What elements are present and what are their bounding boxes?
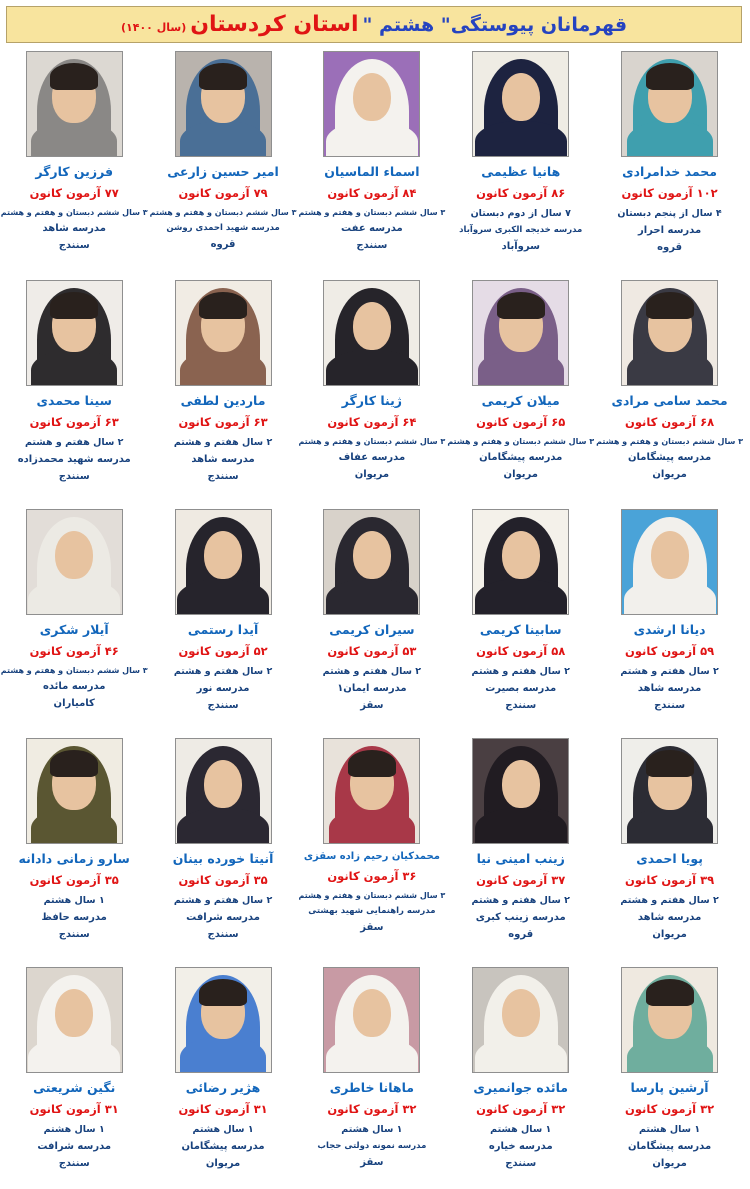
student-name: میلان کریمی <box>482 393 561 408</box>
torso-shape <box>476 1037 568 1073</box>
torso-shape <box>476 808 568 844</box>
years-info: ۷ سال از دوم دبستان <box>471 208 572 219</box>
school-name: مدرسه احرار <box>639 225 703 236</box>
student-card <box>448 280 595 502</box>
face-shape <box>652 531 690 579</box>
hair-shape <box>647 750 695 777</box>
years-info: ۱ سال هشتم <box>44 1124 106 1135</box>
torso-shape <box>476 121 568 157</box>
face-shape <box>503 73 541 121</box>
hair-shape <box>200 63 248 90</box>
years-info: ۲ سال هفتم و هشتم <box>472 666 571 677</box>
student-name: فرزین کارگر <box>36 164 115 179</box>
student-card <box>2 509 149 731</box>
student-card <box>299 967 446 1189</box>
torso-shape <box>181 1037 267 1073</box>
student-card <box>151 51 298 273</box>
torso-shape <box>32 350 118 386</box>
torso-shape <box>29 579 121 615</box>
torso-shape <box>625 579 717 615</box>
city-name: سنندج <box>59 471 91 482</box>
student-name: ماردین لطفی <box>181 393 267 408</box>
page-title: قهرمانان پیوستگی" هشتم " <box>363 13 629 36</box>
student-name: اسماء الماسیان <box>325 164 421 179</box>
city-name: کامیاران <box>54 698 96 709</box>
exam-count: ۵۲ آزمون کانون <box>179 644 269 658</box>
face-shape <box>205 531 243 579</box>
years-info: ۳ سال ششم دبستان و هفتم و هشتم <box>299 437 447 446</box>
student-name: آرشین پارسا <box>631 1080 710 1095</box>
city-name: سنندج <box>506 700 538 711</box>
hair-shape <box>200 292 248 319</box>
school-name: مدرسه ایمان۱ <box>338 683 408 694</box>
hair-shape <box>200 979 248 1006</box>
torso-shape <box>181 350 267 386</box>
school-name: مدرسه شهید محمدزاده <box>18 454 132 465</box>
school-name: مدرسه نور <box>197 683 251 694</box>
exam-count: ۳۱ آزمون کانون <box>30 1102 120 1116</box>
exam-count: ۳۷ آزمون کانون <box>477 873 567 887</box>
city-name: سنندج <box>59 1158 91 1169</box>
city-name: قروه <box>658 242 684 253</box>
student-name: محمد سامی مرادی <box>612 393 729 408</box>
years-info: ۳ سال ششم دبستان و هفتم و هشتم <box>448 437 596 446</box>
school-name: مدرسه حافظ <box>42 912 108 923</box>
student-name: مائده جوانمیری <box>474 1080 570 1095</box>
student-photo <box>473 967 570 1073</box>
school-name: مدرسه پیشگامان <box>480 452 564 463</box>
school-name: مدرسه شاهد <box>638 912 703 923</box>
student-photo <box>473 738 570 844</box>
exam-count: ۴۶ آزمون کانون <box>30 644 120 658</box>
school-name: مدرسه نمونه دولتی حجاب <box>318 1141 428 1151</box>
students-grid <box>0 51 750 1189</box>
torso-shape <box>476 579 568 615</box>
years-info: ۳ سال ششم دبستان و هفتم و هشتم <box>1 208 149 217</box>
hair-shape <box>51 750 99 777</box>
exam-count: ۳۹ آزمون کانون <box>626 873 716 887</box>
exam-count: ۶۸ آزمون کانون <box>626 415 716 429</box>
student-name: زینب امینی نیا <box>477 851 566 866</box>
torso-shape <box>479 350 565 386</box>
years-info: ۳ سال ششم دبستان و هفتم و هشتم <box>1 666 149 675</box>
student-card <box>448 509 595 731</box>
student-name: سارو زمانی دادانه <box>19 851 131 866</box>
exam-count: ۳۵ آزمون کانون <box>30 873 120 887</box>
hair-shape <box>498 292 546 319</box>
student-photo <box>27 280 124 386</box>
student-card <box>299 509 446 731</box>
city-name: سروآباد <box>502 241 541 252</box>
years-info: ۳ سال ششم دبستان و هفتم و هشتم <box>597 437 744 446</box>
student-card <box>448 967 595 1189</box>
years-info: ۳ سال ششم دبستان و هفتم و هشتم <box>299 208 447 217</box>
student-name: پویا احمدی <box>637 851 704 866</box>
face-shape <box>354 302 392 350</box>
exam-count: ۵۸ آزمون کانون <box>477 644 567 658</box>
face-shape <box>354 531 392 579</box>
exam-count: ۶۵ آزمون کانون <box>477 415 567 429</box>
exam-count: ۶۳ آزمون کانون <box>179 415 269 429</box>
student-photo <box>27 738 124 844</box>
hair-shape <box>51 292 99 319</box>
city-name: سنندج <box>357 240 389 251</box>
school-name: مدرسه بصیرت <box>486 683 558 694</box>
years-info: ۲ سال هفتم و هشتم <box>621 895 720 906</box>
city-name: سنندج <box>208 700 240 711</box>
student-photo <box>473 509 570 615</box>
torso-shape <box>32 121 118 157</box>
torso-shape <box>327 579 419 615</box>
student-name: آنیتا خورده بینان <box>173 851 275 866</box>
student-name: دیانا ارشدی <box>634 622 707 637</box>
torso-shape <box>628 808 714 844</box>
student-photo <box>27 967 124 1073</box>
exam-count: ۶۳ آزمون کانون <box>30 415 120 429</box>
face-shape <box>56 531 94 579</box>
school-name: مدرسه پیشگامان <box>628 452 713 463</box>
face-shape <box>503 989 541 1037</box>
torso-shape <box>628 1037 714 1073</box>
exam-count: ۵۳ آزمون کانون <box>328 644 418 658</box>
city-name: سقز <box>361 700 385 711</box>
exam-count: ۸۴ آزمون کانون <box>328 186 418 200</box>
student-photo <box>622 51 719 157</box>
city-name: سنندج <box>655 700 687 711</box>
student-photo <box>176 967 273 1073</box>
torso-shape <box>628 121 714 157</box>
student-name: محمد خدامرادی <box>623 164 719 179</box>
face-shape <box>503 531 541 579</box>
torso-shape <box>327 121 419 157</box>
school-name: مدرسه شرافت <box>38 1141 113 1152</box>
years-info: ۲ سال هفتم و هشتم <box>621 666 720 677</box>
exam-count: ۱۰۲ آزمون کانون <box>622 186 719 200</box>
years-info: ۴ سال از پنجم دبستان <box>618 208 723 219</box>
torso-shape <box>628 350 714 386</box>
city-name: سنندج <box>506 1158 538 1169</box>
student-name: هژیر رضائی <box>186 1080 262 1095</box>
exam-count: ۳۲ آزمون کانون <box>328 1102 418 1116</box>
years-info: ۲ سال هفتم و هشتم <box>472 895 571 906</box>
school-name: مدرسه خدیجه الکبری سروآباد <box>460 225 584 235</box>
city-name: سنندج <box>208 471 240 482</box>
school-name: مدرسه شهید احمدی روشن <box>167 223 281 233</box>
city-name: مریوان <box>653 929 688 940</box>
torso-shape <box>32 808 118 844</box>
student-photo <box>27 51 124 157</box>
torso-shape <box>29 1037 121 1073</box>
student-name: ماهانا خاطری <box>330 1080 416 1095</box>
student-card <box>2 738 149 960</box>
student-photo <box>324 738 421 844</box>
years-info: ۳ سال ششم دبستان و هفتم و هشتم <box>299 891 447 900</box>
student-card <box>151 509 298 731</box>
exam-count: ۷۷ آزمون کانون <box>30 186 120 200</box>
city-name: سقز <box>361 922 385 933</box>
city-name: مریوان <box>504 469 539 480</box>
student-photo <box>473 280 570 386</box>
student-photo <box>622 738 719 844</box>
student-card <box>597 967 744 1189</box>
face-shape <box>205 760 243 808</box>
city-name: سنندج <box>208 929 240 940</box>
student-card <box>597 51 744 273</box>
years-info: ۱ سال هشتم <box>193 1124 255 1135</box>
hair-shape <box>647 63 695 90</box>
student-card <box>597 280 744 502</box>
city-name: قروه <box>211 239 237 250</box>
student-photo <box>324 51 421 157</box>
student-name: آیلار شکری <box>40 622 110 637</box>
student-photo <box>324 967 421 1073</box>
student-photo <box>622 509 719 615</box>
student-photo <box>324 280 421 386</box>
student-card <box>151 280 298 502</box>
torso-shape <box>181 121 267 157</box>
school-name: مدرسه زینب کبری <box>476 912 567 923</box>
exam-count: ۳۱ آزمون کانون <box>179 1102 269 1116</box>
student-photo <box>176 280 273 386</box>
torso-shape <box>327 350 419 386</box>
city-name: مریوان <box>653 1158 688 1169</box>
city-name: مریوان <box>355 469 391 480</box>
years-info: ۱ سال هشتم <box>491 1124 553 1135</box>
student-card <box>597 509 744 731</box>
student-photo <box>473 51 570 157</box>
city-name: قروه <box>509 929 535 940</box>
student-card <box>2 51 149 273</box>
page-title-region: استان کردستان <box>191 12 360 37</box>
years-info: ۱ سال هشتم <box>44 895 106 906</box>
years-info: ۲ سال هفتم و هشتم <box>323 666 423 677</box>
school-name: مدرسه راهنمایی شهید بهشتی <box>309 906 437 916</box>
years-info: ۳ سال ششم دبستان و هفتم و هشتم <box>150 208 298 217</box>
face-shape <box>503 760 541 808</box>
school-name: مدرسه خیاره <box>489 1141 554 1152</box>
school-name: مدرسه شاهد <box>638 683 703 694</box>
exam-count: ۷۹ آزمون کانون <box>179 186 269 200</box>
student-photo <box>622 967 719 1073</box>
city-name: سنندج <box>59 929 91 940</box>
student-photo <box>176 509 273 615</box>
face-shape <box>56 989 94 1037</box>
torso-shape <box>178 579 270 615</box>
city-name: سنندج <box>59 240 91 251</box>
school-name: مدرسه پیشگامان <box>628 1141 713 1152</box>
header-banner <box>7 6 743 43</box>
torso-shape <box>327 1037 419 1073</box>
torso-shape <box>178 808 270 844</box>
student-photo <box>622 280 719 386</box>
years-info: ۲ سال هفتم و هشتم <box>174 437 274 448</box>
student-card <box>299 738 446 960</box>
hair-shape <box>349 750 397 777</box>
city-name: مریوان <box>206 1158 242 1169</box>
exam-count: ۳۶ آزمون کانون <box>328 869 418 883</box>
student-name: نگین شریعتی <box>34 1080 117 1095</box>
school-name: مدرسه عفت <box>342 223 404 234</box>
student-photo <box>324 509 421 615</box>
student-card <box>448 51 595 273</box>
student-card <box>299 51 446 273</box>
student-card <box>597 738 744 960</box>
exam-count: ۸۶ آزمون کانون <box>477 186 567 200</box>
torso-shape <box>330 808 416 844</box>
student-photo <box>176 51 273 157</box>
student-name: آیدا رستمی <box>188 622 260 637</box>
student-name: سینا محمدی <box>37 393 113 408</box>
city-name: سقز <box>361 1157 385 1168</box>
student-card <box>299 280 446 502</box>
school-name: مدرسه شرافت <box>187 912 261 923</box>
student-photo <box>176 738 273 844</box>
school-name: مدرسه مائده <box>43 681 107 692</box>
school-name: مدرسه پیشگامان <box>182 1141 266 1152</box>
school-name: مدرسه شاهد <box>43 223 107 234</box>
student-name: امیر حسین زارعی <box>168 164 280 179</box>
student-name: سیران کریمی <box>330 622 416 637</box>
hair-shape <box>647 979 695 1006</box>
years-info: ۲ سال هفتم و هشتم <box>25 437 125 448</box>
exam-count: ۳۲ آزمون کانون <box>477 1102 567 1116</box>
years-info: ۱ سال هشتم <box>342 1124 404 1135</box>
exam-count: ۵۹ آزمون کانون <box>626 644 716 658</box>
exam-count: ۶۴ آزمون کانون <box>328 415 418 429</box>
years-info: ۱ سال هشتم <box>639 1124 702 1135</box>
student-card <box>2 967 149 1189</box>
page <box>0 6 750 1169</box>
years-info: ۲ سال هفتم و هشتم <box>174 895 274 906</box>
school-name: مدرسه شاهد <box>192 454 256 465</box>
student-name: سابینا کریمی <box>480 622 563 637</box>
student-card <box>2 280 149 502</box>
student-name: هانیا عظیمی <box>482 164 562 179</box>
city-name: مریوان <box>653 469 688 480</box>
hair-shape <box>647 292 695 319</box>
student-photo <box>27 509 124 615</box>
exam-count: ۳۵ آزمون کانون <box>179 873 269 887</box>
student-name: ژینا کارگر <box>342 393 404 408</box>
student-card <box>151 738 298 960</box>
student-name: محمدکیان رحیم زاده سقزی <box>304 851 441 862</box>
page-title-year: (سال ۱۴۰۰) <box>121 21 188 34</box>
face-shape <box>354 73 392 121</box>
student-card <box>448 738 595 960</box>
hair-shape <box>51 63 99 90</box>
student-card <box>151 967 298 1189</box>
face-shape <box>354 989 392 1037</box>
exam-count: ۳۲ آزمون کانون <box>626 1102 716 1116</box>
years-info: ۲ سال هفتم و هشتم <box>174 666 274 677</box>
school-name: مدرسه عفاف <box>339 452 407 463</box>
